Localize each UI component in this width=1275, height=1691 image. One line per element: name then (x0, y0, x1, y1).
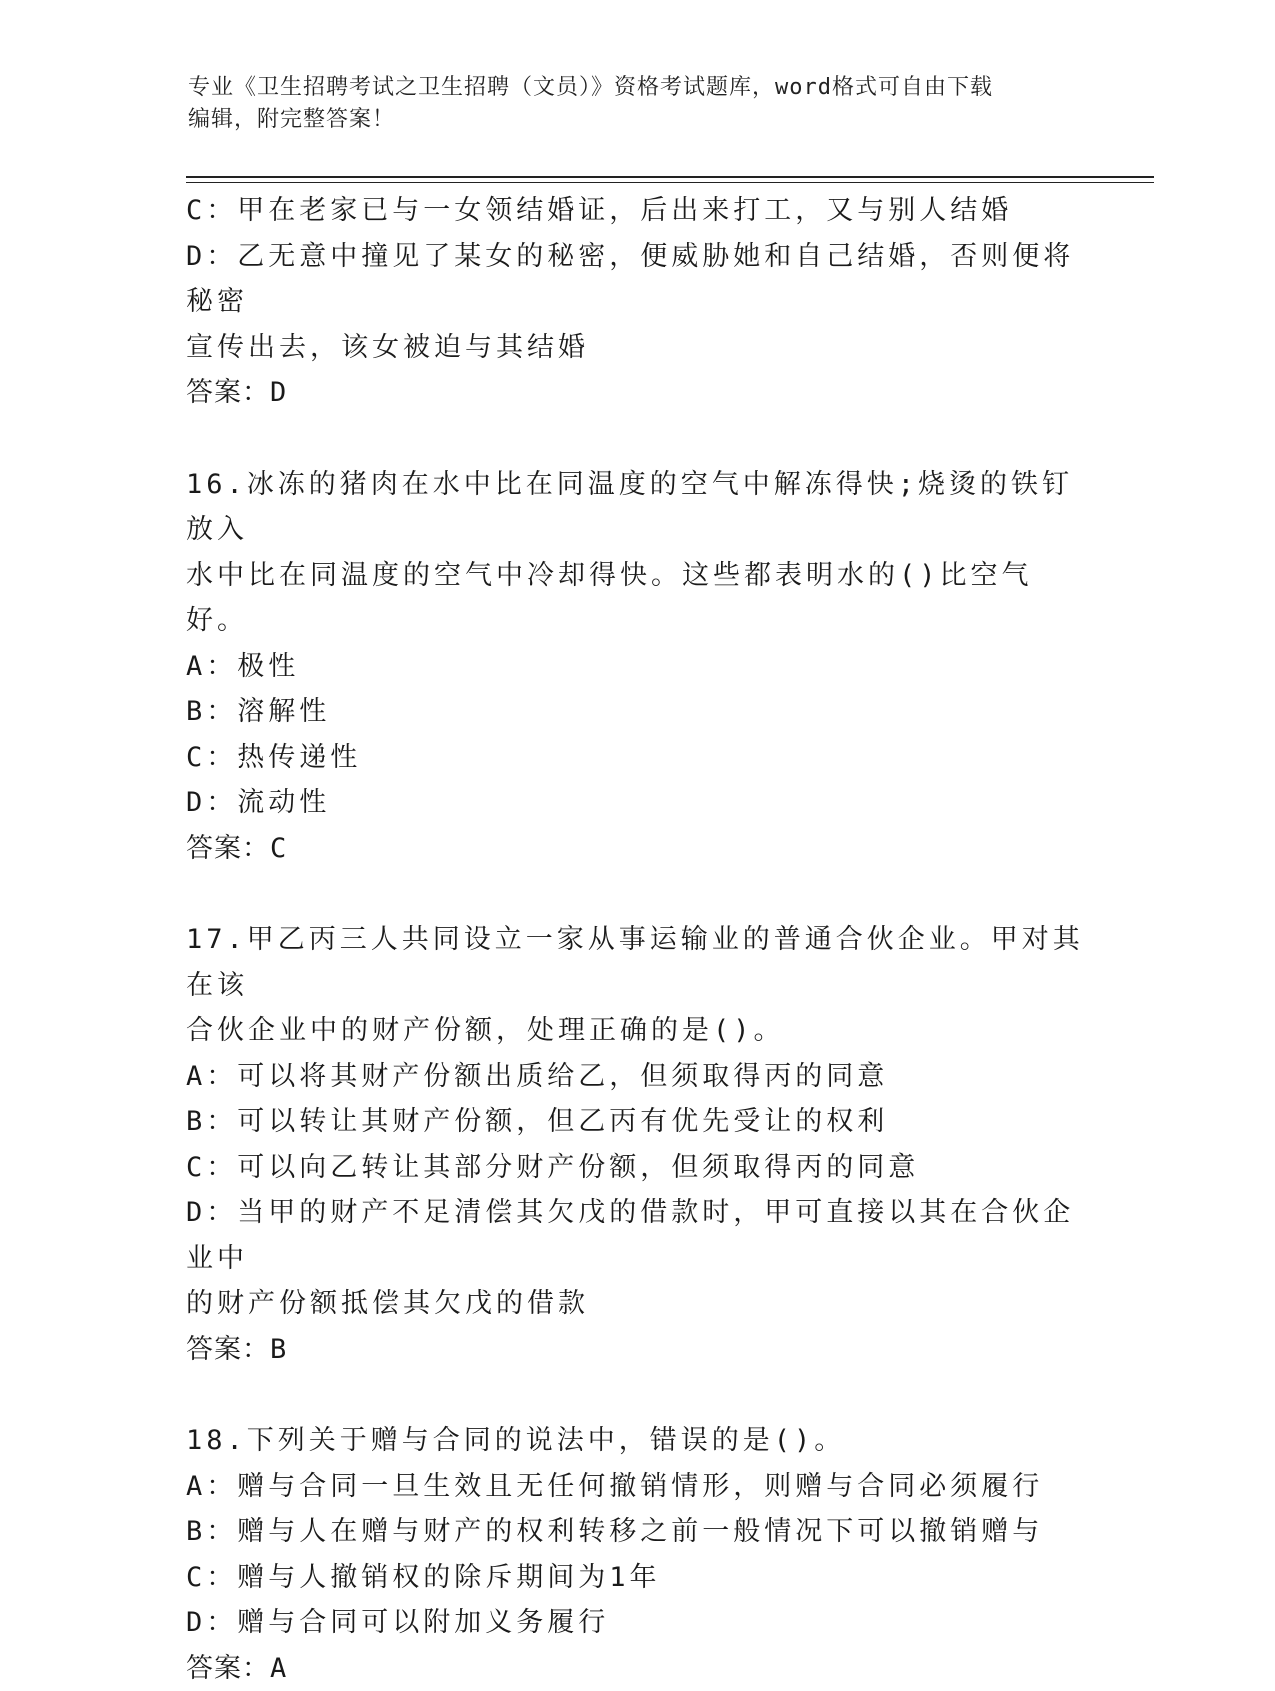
option-c: C：赠与人撤销权的除斥期间为1年 (186, 1555, 1086, 1601)
option-d: D：乙无意中撞见了某女的秘密，便威胁她和自己结婚，否则便将秘密 (186, 234, 1086, 325)
option-c: C：可以向乙转让其部分财产份额，但须取得丙的同意 (186, 1145, 1086, 1191)
question-stem: 18.下列关于赠与合同的说法中，错误的是()。 (186, 1418, 1086, 1464)
option-a: A：赠与合同一旦生效且无任何撤销情形，则赠与合同必须履行 (186, 1464, 1086, 1510)
option-d: D：赠与合同可以附加义务履行 (186, 1600, 1086, 1646)
option-b: B：赠与人在赠与财产的权利转移之前一般情况下可以撤销赠与 (186, 1509, 1086, 1555)
question-18 (186, 1418, 1086, 1691)
question-list (186, 188, 1086, 1691)
question-stem: 17.甲乙丙三人共同设立一家从事运输业的普通合伙企业。甲对其在该 (186, 917, 1086, 1008)
header-rule-thick (186, 176, 1154, 178)
question-stem-continued: 合伙企业中的财产份额，处理正确的是()。 (186, 1008, 1086, 1054)
answer: 答案：D (186, 370, 1086, 416)
spacer (186, 1372, 1086, 1418)
option-d: D：当甲的财产不足清偿其欠戊的借款时，甲可直接以其在合伙企业中 (186, 1190, 1086, 1281)
option-d-continued: 的财产份额抵偿其欠戊的借款 (186, 1281, 1086, 1327)
option-d: D：流动性 (186, 780, 1086, 826)
header-line-1: 专业《卫生招聘考试之卫生招聘（文员）》资格考试题库，word格式可自由下载 (188, 72, 1088, 104)
option-b: B：溶解性 (186, 689, 1086, 735)
header-rule-thin (186, 182, 1154, 183)
option-c: C：热传递性 (186, 735, 1086, 781)
header-line-2: 编辑，附完整答案！ (188, 104, 1088, 136)
option-a: A：极性 (186, 644, 1086, 690)
page-header (188, 72, 1088, 136)
question-stem-continued: 水中比在同温度的空气中冷却得快。这些都表明水的()比空气好。 (186, 553, 1086, 644)
option-b: B：可以转让其财产份额，但乙丙有优先受让的权利 (186, 1099, 1086, 1145)
question-17 (186, 917, 1086, 1372)
option-c: C：甲在老家已与一女领结婚证，后出来打工，又与别人结婚 (186, 188, 1086, 234)
option-d-continued: 宣传出去，该女被迫与其结婚 (186, 325, 1086, 371)
answer: 答案：B (186, 1327, 1086, 1373)
question-stem: 16.冰冻的猪肉在水中比在同温度的空气中解冻得快;烧烫的铁钉放入 (186, 462, 1086, 553)
question-16 (186, 462, 1086, 872)
option-a: A：可以将其财产份额出质给乙，但须取得丙的同意 (186, 1054, 1086, 1100)
question-15 (186, 188, 1086, 416)
spacer (186, 416, 1086, 462)
answer: 答案：A (186, 1646, 1086, 1691)
spacer (186, 871, 1086, 917)
answer: 答案：C (186, 826, 1086, 872)
